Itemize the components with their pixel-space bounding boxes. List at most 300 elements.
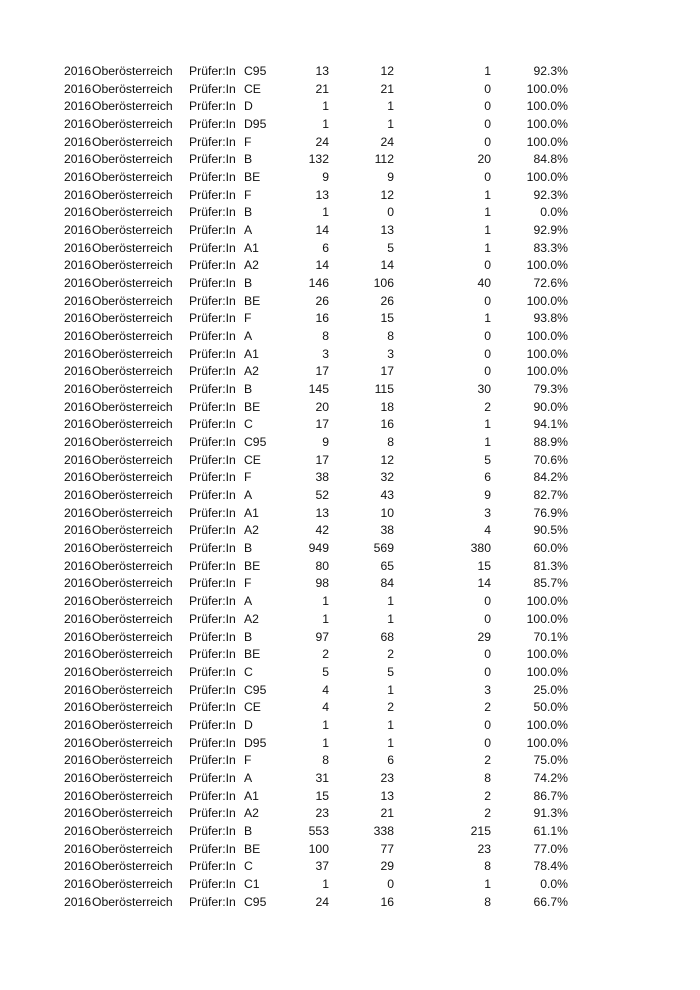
cell-year: 2016 xyxy=(64,117,92,132)
table-row xyxy=(0,187,700,205)
cell-role: Prüfer:In xyxy=(189,859,236,874)
table-row xyxy=(0,240,700,258)
cell-total: 17 xyxy=(315,452,329,467)
cell-region: Oberösterreich xyxy=(92,276,173,291)
cell-license-class: D95 xyxy=(244,117,267,132)
cell-failed: 0 xyxy=(484,735,491,750)
cell-license-class: D xyxy=(244,717,253,732)
cell-license-class: CE xyxy=(244,700,261,715)
cell-total: 80 xyxy=(315,558,329,573)
cell-license-class: A2 xyxy=(244,523,259,538)
cell-total: 24 xyxy=(315,894,329,909)
cell-role: Prüfer:In xyxy=(189,611,236,626)
cell-failed: 20 xyxy=(477,152,491,167)
cell-region: Oberösterreich xyxy=(92,717,173,732)
table-row xyxy=(0,204,700,222)
cell-role: Prüfer:In xyxy=(189,152,236,167)
cell-total: 17 xyxy=(315,417,329,432)
cell-region: Oberösterreich xyxy=(92,81,173,96)
cell-year: 2016 xyxy=(64,859,92,874)
cell-year: 2016 xyxy=(64,258,92,273)
cell-role: Prüfer:In xyxy=(189,276,236,291)
cell-role: Prüfer:In xyxy=(189,187,236,202)
cell-region: Oberösterreich xyxy=(92,647,173,662)
cell-passed: 84 xyxy=(380,576,394,591)
cell-passed: 112 xyxy=(374,152,394,167)
cell-role: Prüfer:In xyxy=(189,541,236,556)
table-row xyxy=(0,169,700,187)
cell-failed: 0 xyxy=(484,134,491,149)
cell-role: Prüfer:In xyxy=(189,470,236,485)
cell-failed: 0 xyxy=(484,664,491,679)
cell-total: 2 xyxy=(322,647,329,662)
cell-year: 2016 xyxy=(64,682,92,697)
cell-passed: 12 xyxy=(380,187,394,202)
cell-license-class: B xyxy=(244,152,253,167)
cell-region: Oberösterreich xyxy=(92,894,173,909)
cell-role: Prüfer:In xyxy=(189,417,236,432)
cell-year: 2016 xyxy=(64,488,92,503)
table-row xyxy=(0,363,700,381)
cell-pass-rate: 0.0% xyxy=(540,876,568,891)
cell-pass-rate: 86.7% xyxy=(533,788,568,803)
cell-failed: 0 xyxy=(484,717,491,732)
cell-role: Prüfer:In xyxy=(189,293,236,308)
cell-total: 4 xyxy=(322,682,329,697)
cell-pass-rate: 100.0% xyxy=(526,329,568,344)
table-row xyxy=(0,81,700,99)
cell-passed: 21 xyxy=(380,81,394,96)
cell-total: 16 xyxy=(315,311,329,326)
cell-pass-rate: 100.0% xyxy=(526,134,568,149)
table-row xyxy=(0,611,700,629)
cell-passed: 68 xyxy=(380,629,394,644)
cell-total: 1 xyxy=(322,876,329,891)
cell-license-class: A xyxy=(244,770,253,785)
cell-region: Oberösterreich xyxy=(92,541,173,556)
cell-license-class: F xyxy=(244,470,252,485)
cell-license-class: A xyxy=(244,488,253,503)
cell-total: 98 xyxy=(315,576,329,591)
cell-passed: 12 xyxy=(380,64,394,78)
cell-pass-rate: 92.3% xyxy=(533,187,568,202)
cell-total: 8 xyxy=(322,329,329,344)
cell-region: Oberösterreich xyxy=(92,876,173,891)
cell-year: 2016 xyxy=(64,223,92,238)
cell-failed: 1 xyxy=(484,435,491,450)
table-row xyxy=(0,469,700,487)
cell-region: Oberösterreich xyxy=(92,399,173,414)
cell-passed: 43 xyxy=(380,488,394,503)
cell-license-class: F xyxy=(244,134,252,149)
cell-total: 15 xyxy=(315,788,329,803)
cell-role: Prüfer:In xyxy=(189,435,236,450)
cell-region: Oberösterreich xyxy=(92,505,173,520)
cell-license-class: B xyxy=(244,541,253,556)
cell-license-class: B xyxy=(244,276,253,291)
table-row xyxy=(0,275,700,293)
cell-year: 2016 xyxy=(64,152,92,167)
cell-passed: 8 xyxy=(387,435,394,450)
cell-region: Oberösterreich xyxy=(92,700,173,715)
cell-passed: 21 xyxy=(380,806,394,821)
table-row xyxy=(0,858,700,876)
cell-year: 2016 xyxy=(64,293,92,308)
cell-total: 17 xyxy=(315,364,329,379)
cell-role: Prüfer:In xyxy=(189,99,236,114)
cell-license-class: A2 xyxy=(244,806,259,821)
cell-passed: 24 xyxy=(380,134,394,149)
cell-failed: 9 xyxy=(484,488,491,503)
table-row xyxy=(0,894,700,912)
cell-passed: 1 xyxy=(387,735,394,750)
cell-role: Prüfer:In xyxy=(189,770,236,785)
cell-pass-rate: 100.0% xyxy=(526,664,568,679)
table-row xyxy=(0,346,700,364)
cell-license-class: BE xyxy=(244,558,261,573)
cell-failed: 0 xyxy=(484,117,491,132)
cell-passed: 2 xyxy=(387,647,394,662)
cell-role: Prüfer:In xyxy=(189,205,236,220)
cell-passed: 1 xyxy=(387,682,394,697)
cell-year: 2016 xyxy=(64,611,92,626)
cell-year: 2016 xyxy=(64,647,92,662)
cell-total: 21 xyxy=(315,81,329,96)
cell-license-class: B xyxy=(244,382,253,397)
cell-role: Prüfer:In xyxy=(189,841,236,856)
cell-role: Prüfer:In xyxy=(189,399,236,414)
cell-pass-rate: 70.6% xyxy=(533,452,568,467)
cell-failed: 0 xyxy=(484,346,491,361)
cell-passed: 29 xyxy=(380,859,394,874)
cell-year: 2016 xyxy=(64,505,92,520)
cell-license-class: A1 xyxy=(244,505,259,520)
cell-license-class: F xyxy=(244,187,252,202)
cell-year: 2016 xyxy=(64,382,92,397)
table-row xyxy=(0,434,700,452)
cell-passed: 17 xyxy=(380,364,394,379)
cell-failed: 1 xyxy=(484,876,491,891)
data-table xyxy=(0,63,700,911)
cell-year: 2016 xyxy=(64,170,92,185)
cell-year: 2016 xyxy=(64,735,92,750)
cell-license-class: C xyxy=(244,859,253,874)
cell-pass-rate: 84.2% xyxy=(533,470,568,485)
cell-year: 2016 xyxy=(64,276,92,291)
cell-year: 2016 xyxy=(64,753,92,768)
cell-total: 13 xyxy=(315,64,329,78)
cell-region: Oberösterreich xyxy=(92,682,173,697)
cell-total: 5 xyxy=(322,664,329,679)
cell-failed: 1 xyxy=(484,240,491,255)
cell-failed: 215 xyxy=(470,823,491,838)
table-row xyxy=(0,416,700,434)
cell-year: 2016 xyxy=(64,576,92,591)
cell-failed: 1 xyxy=(484,311,491,326)
cell-failed: 2 xyxy=(484,700,491,715)
cell-total: 13 xyxy=(315,187,329,202)
cell-pass-rate: 85.7% xyxy=(533,576,568,591)
cell-role: Prüfer:In xyxy=(189,894,236,909)
table-row xyxy=(0,134,700,152)
cell-total: 1 xyxy=(322,735,329,750)
table-row xyxy=(0,381,700,399)
cell-year: 2016 xyxy=(64,788,92,803)
cell-failed: 1 xyxy=(484,223,491,238)
cell-total: 145 xyxy=(308,382,329,397)
table-row xyxy=(0,399,700,417)
table-row xyxy=(0,328,700,346)
cell-role: Prüfer:In xyxy=(189,558,236,573)
cell-total: 3 xyxy=(322,346,329,361)
cell-license-class: A1 xyxy=(244,788,259,803)
cell-region: Oberösterreich xyxy=(92,293,173,308)
cell-pass-rate: 100.0% xyxy=(526,258,568,273)
cell-failed: 2 xyxy=(484,399,491,414)
cell-year: 2016 xyxy=(64,134,92,149)
cell-failed: 0 xyxy=(484,329,491,344)
cell-passed: 0 xyxy=(387,876,394,891)
table-row xyxy=(0,293,700,311)
cell-region: Oberösterreich xyxy=(92,753,173,768)
cell-pass-rate: 66.7% xyxy=(533,894,568,909)
table-row xyxy=(0,752,700,770)
cell-year: 2016 xyxy=(64,417,92,432)
cell-region: Oberösterreich xyxy=(92,452,173,467)
table-row xyxy=(0,116,700,134)
cell-role: Prüfer:In xyxy=(189,258,236,273)
cell-failed: 14 xyxy=(477,576,491,591)
cell-failed: 0 xyxy=(484,611,491,626)
cell-role: Prüfer:In xyxy=(189,823,236,838)
cell-passed: 1 xyxy=(387,717,394,732)
cell-pass-rate: 0.0% xyxy=(540,205,568,220)
cell-year: 2016 xyxy=(64,894,92,909)
cell-role: Prüfer:In xyxy=(189,717,236,732)
cell-region: Oberösterreich xyxy=(92,364,173,379)
cell-region: Oberösterreich xyxy=(92,134,173,149)
cell-license-class: CE xyxy=(244,81,261,96)
cell-passed: 77 xyxy=(380,841,394,856)
cell-license-class: C95 xyxy=(244,64,267,78)
cell-total: 9 xyxy=(322,170,329,185)
cell-license-class: A1 xyxy=(244,240,259,255)
table-row xyxy=(0,575,700,593)
cell-year: 2016 xyxy=(64,311,92,326)
cell-passed: 13 xyxy=(380,788,394,803)
cell-year: 2016 xyxy=(64,435,92,450)
cell-total: 20 xyxy=(315,399,329,414)
cell-pass-rate: 78.4% xyxy=(533,859,568,874)
cell-pass-rate: 90.0% xyxy=(533,399,568,414)
cell-total: 13 xyxy=(315,505,329,520)
cell-role: Prüfer:In xyxy=(189,788,236,803)
cell-role: Prüfer:In xyxy=(189,329,236,344)
cell-role: Prüfer:In xyxy=(189,629,236,644)
cell-pass-rate: 90.5% xyxy=(533,523,568,538)
cell-failed: 8 xyxy=(484,894,491,909)
cell-passed: 8 xyxy=(387,329,394,344)
cell-license-class: A xyxy=(244,594,253,609)
cell-role: Prüfer:In xyxy=(189,664,236,679)
table-row xyxy=(0,257,700,275)
cell-role: Prüfer:In xyxy=(189,682,236,697)
cell-pass-rate: 92.9% xyxy=(533,223,568,238)
cell-role: Prüfer:In xyxy=(189,452,236,467)
cell-failed: 8 xyxy=(484,859,491,874)
cell-region: Oberösterreich xyxy=(92,152,173,167)
cell-year: 2016 xyxy=(64,187,92,202)
cell-failed: 8 xyxy=(484,770,491,785)
cell-year: 2016 xyxy=(64,876,92,891)
cell-year: 2016 xyxy=(64,452,92,467)
table-row xyxy=(0,629,700,647)
cell-license-class: F xyxy=(244,753,252,768)
cell-year: 2016 xyxy=(64,470,92,485)
cell-region: Oberösterreich xyxy=(92,523,173,538)
cell-role: Prüfer:In xyxy=(189,81,236,96)
table-row xyxy=(0,646,700,664)
cell-license-class: A xyxy=(244,223,253,238)
cell-passed: 9 xyxy=(387,170,394,185)
cell-region: Oberösterreich xyxy=(92,735,173,750)
cell-license-class: F xyxy=(244,576,252,591)
cell-region: Oberösterreich xyxy=(92,346,173,361)
cell-pass-rate: 100.0% xyxy=(526,99,568,114)
cell-license-class: B xyxy=(244,629,253,644)
cell-passed: 115 xyxy=(374,382,394,397)
cell-region: Oberösterreich xyxy=(92,329,173,344)
cell-failed: 5 xyxy=(484,452,491,467)
table-row xyxy=(0,151,700,169)
cell-failed: 23 xyxy=(477,841,491,856)
cell-year: 2016 xyxy=(64,841,92,856)
cell-license-class: CE xyxy=(244,452,261,467)
cell-passed: 23 xyxy=(380,770,394,785)
cell-role: Prüfer:In xyxy=(189,382,236,397)
cell-role: Prüfer:In xyxy=(189,576,236,591)
table-row xyxy=(0,98,700,116)
cell-role: Prüfer:In xyxy=(189,735,236,750)
cell-role: Prüfer:In xyxy=(189,594,236,609)
cell-passed: 38 xyxy=(380,523,394,538)
cell-region: Oberösterreich xyxy=(92,841,173,856)
cell-failed: 0 xyxy=(484,594,491,609)
cell-passed: 1 xyxy=(387,594,394,609)
cell-license-class: C xyxy=(244,664,253,679)
cell-pass-rate: 100.0% xyxy=(526,364,568,379)
cell-year: 2016 xyxy=(64,64,92,78)
cell-license-class: B xyxy=(244,205,253,220)
cell-region: Oberösterreich xyxy=(92,576,173,591)
cell-failed: 1 xyxy=(484,64,491,78)
cell-failed: 0 xyxy=(484,293,491,308)
cell-failed: 4 xyxy=(484,523,491,538)
cell-failed: 0 xyxy=(484,364,491,379)
cell-pass-rate: 100.0% xyxy=(526,346,568,361)
cell-license-class: A2 xyxy=(244,364,259,379)
cell-passed: 12 xyxy=(380,452,394,467)
table-row xyxy=(0,487,700,505)
cell-total: 9 xyxy=(322,435,329,450)
cell-pass-rate: 88.9% xyxy=(533,435,568,450)
cell-pass-rate: 50.0% xyxy=(533,700,568,715)
cell-failed: 15 xyxy=(477,558,491,573)
cell-year: 2016 xyxy=(64,81,92,96)
table-row xyxy=(0,593,700,611)
cell-role: Prüfer:In xyxy=(189,134,236,149)
cell-region: Oberösterreich xyxy=(92,611,173,626)
cell-region: Oberösterreich xyxy=(92,187,173,202)
cell-region: Oberösterreich xyxy=(92,488,173,503)
cell-license-class: BE xyxy=(244,399,261,414)
cell-role: Prüfer:In xyxy=(189,170,236,185)
cell-pass-rate: 100.0% xyxy=(526,293,568,308)
cell-passed: 2 xyxy=(387,700,394,715)
cell-pass-rate: 75.0% xyxy=(533,753,568,768)
cell-role: Prüfer:In xyxy=(189,240,236,255)
table-row xyxy=(0,505,700,523)
cell-license-class: BE xyxy=(244,170,261,185)
cell-region: Oberösterreich xyxy=(92,382,173,397)
cell-pass-rate: 82.7% xyxy=(533,488,568,503)
cell-failed: 0 xyxy=(484,99,491,114)
table-row xyxy=(0,876,700,894)
cell-passed: 16 xyxy=(380,894,394,909)
cell-total: 553 xyxy=(308,823,329,838)
cell-role: Prüfer:In xyxy=(189,753,236,768)
cell-region: Oberösterreich xyxy=(92,99,173,114)
cell-year: 2016 xyxy=(64,329,92,344)
cell-role: Prüfer:In xyxy=(189,876,236,891)
cell-role: Prüfer:In xyxy=(189,806,236,821)
cell-pass-rate: 81.3% xyxy=(533,558,568,573)
cell-role: Prüfer:In xyxy=(189,505,236,520)
cell-license-class: A1 xyxy=(244,346,259,361)
cell-failed: 29 xyxy=(477,629,491,644)
cell-passed: 15 xyxy=(380,311,394,326)
cell-passed: 1 xyxy=(387,611,394,626)
cell-region: Oberösterreich xyxy=(92,258,173,273)
cell-region: Oberösterreich xyxy=(92,558,173,573)
cell-pass-rate: 83.3% xyxy=(533,240,568,255)
cell-pass-rate: 100.0% xyxy=(526,594,568,609)
cell-failed: 30 xyxy=(477,382,491,397)
cell-total: 97 xyxy=(315,629,329,644)
cell-region: Oberösterreich xyxy=(92,859,173,874)
cell-region: Oberösterreich xyxy=(92,664,173,679)
table-row xyxy=(0,823,700,841)
cell-region: Oberösterreich xyxy=(92,435,173,450)
cell-pass-rate: 92.3% xyxy=(533,64,568,78)
cell-region: Oberösterreich xyxy=(92,470,173,485)
cell-failed: 380 xyxy=(470,541,491,556)
cell-passed: 106 xyxy=(373,276,394,291)
cell-license-class: C95 xyxy=(244,894,267,909)
table-row xyxy=(0,558,700,576)
cell-region: Oberösterreich xyxy=(92,823,173,838)
cell-passed: 1 xyxy=(387,99,394,114)
cell-year: 2016 xyxy=(64,240,92,255)
cell-failed: 0 xyxy=(484,170,491,185)
cell-region: Oberösterreich xyxy=(92,594,173,609)
cell-year: 2016 xyxy=(64,346,92,361)
cell-region: Oberösterreich xyxy=(92,417,173,432)
table-row xyxy=(0,664,700,682)
cell-pass-rate: 61.1% xyxy=(533,823,568,838)
cell-year: 2016 xyxy=(64,399,92,414)
table-row xyxy=(0,841,700,859)
